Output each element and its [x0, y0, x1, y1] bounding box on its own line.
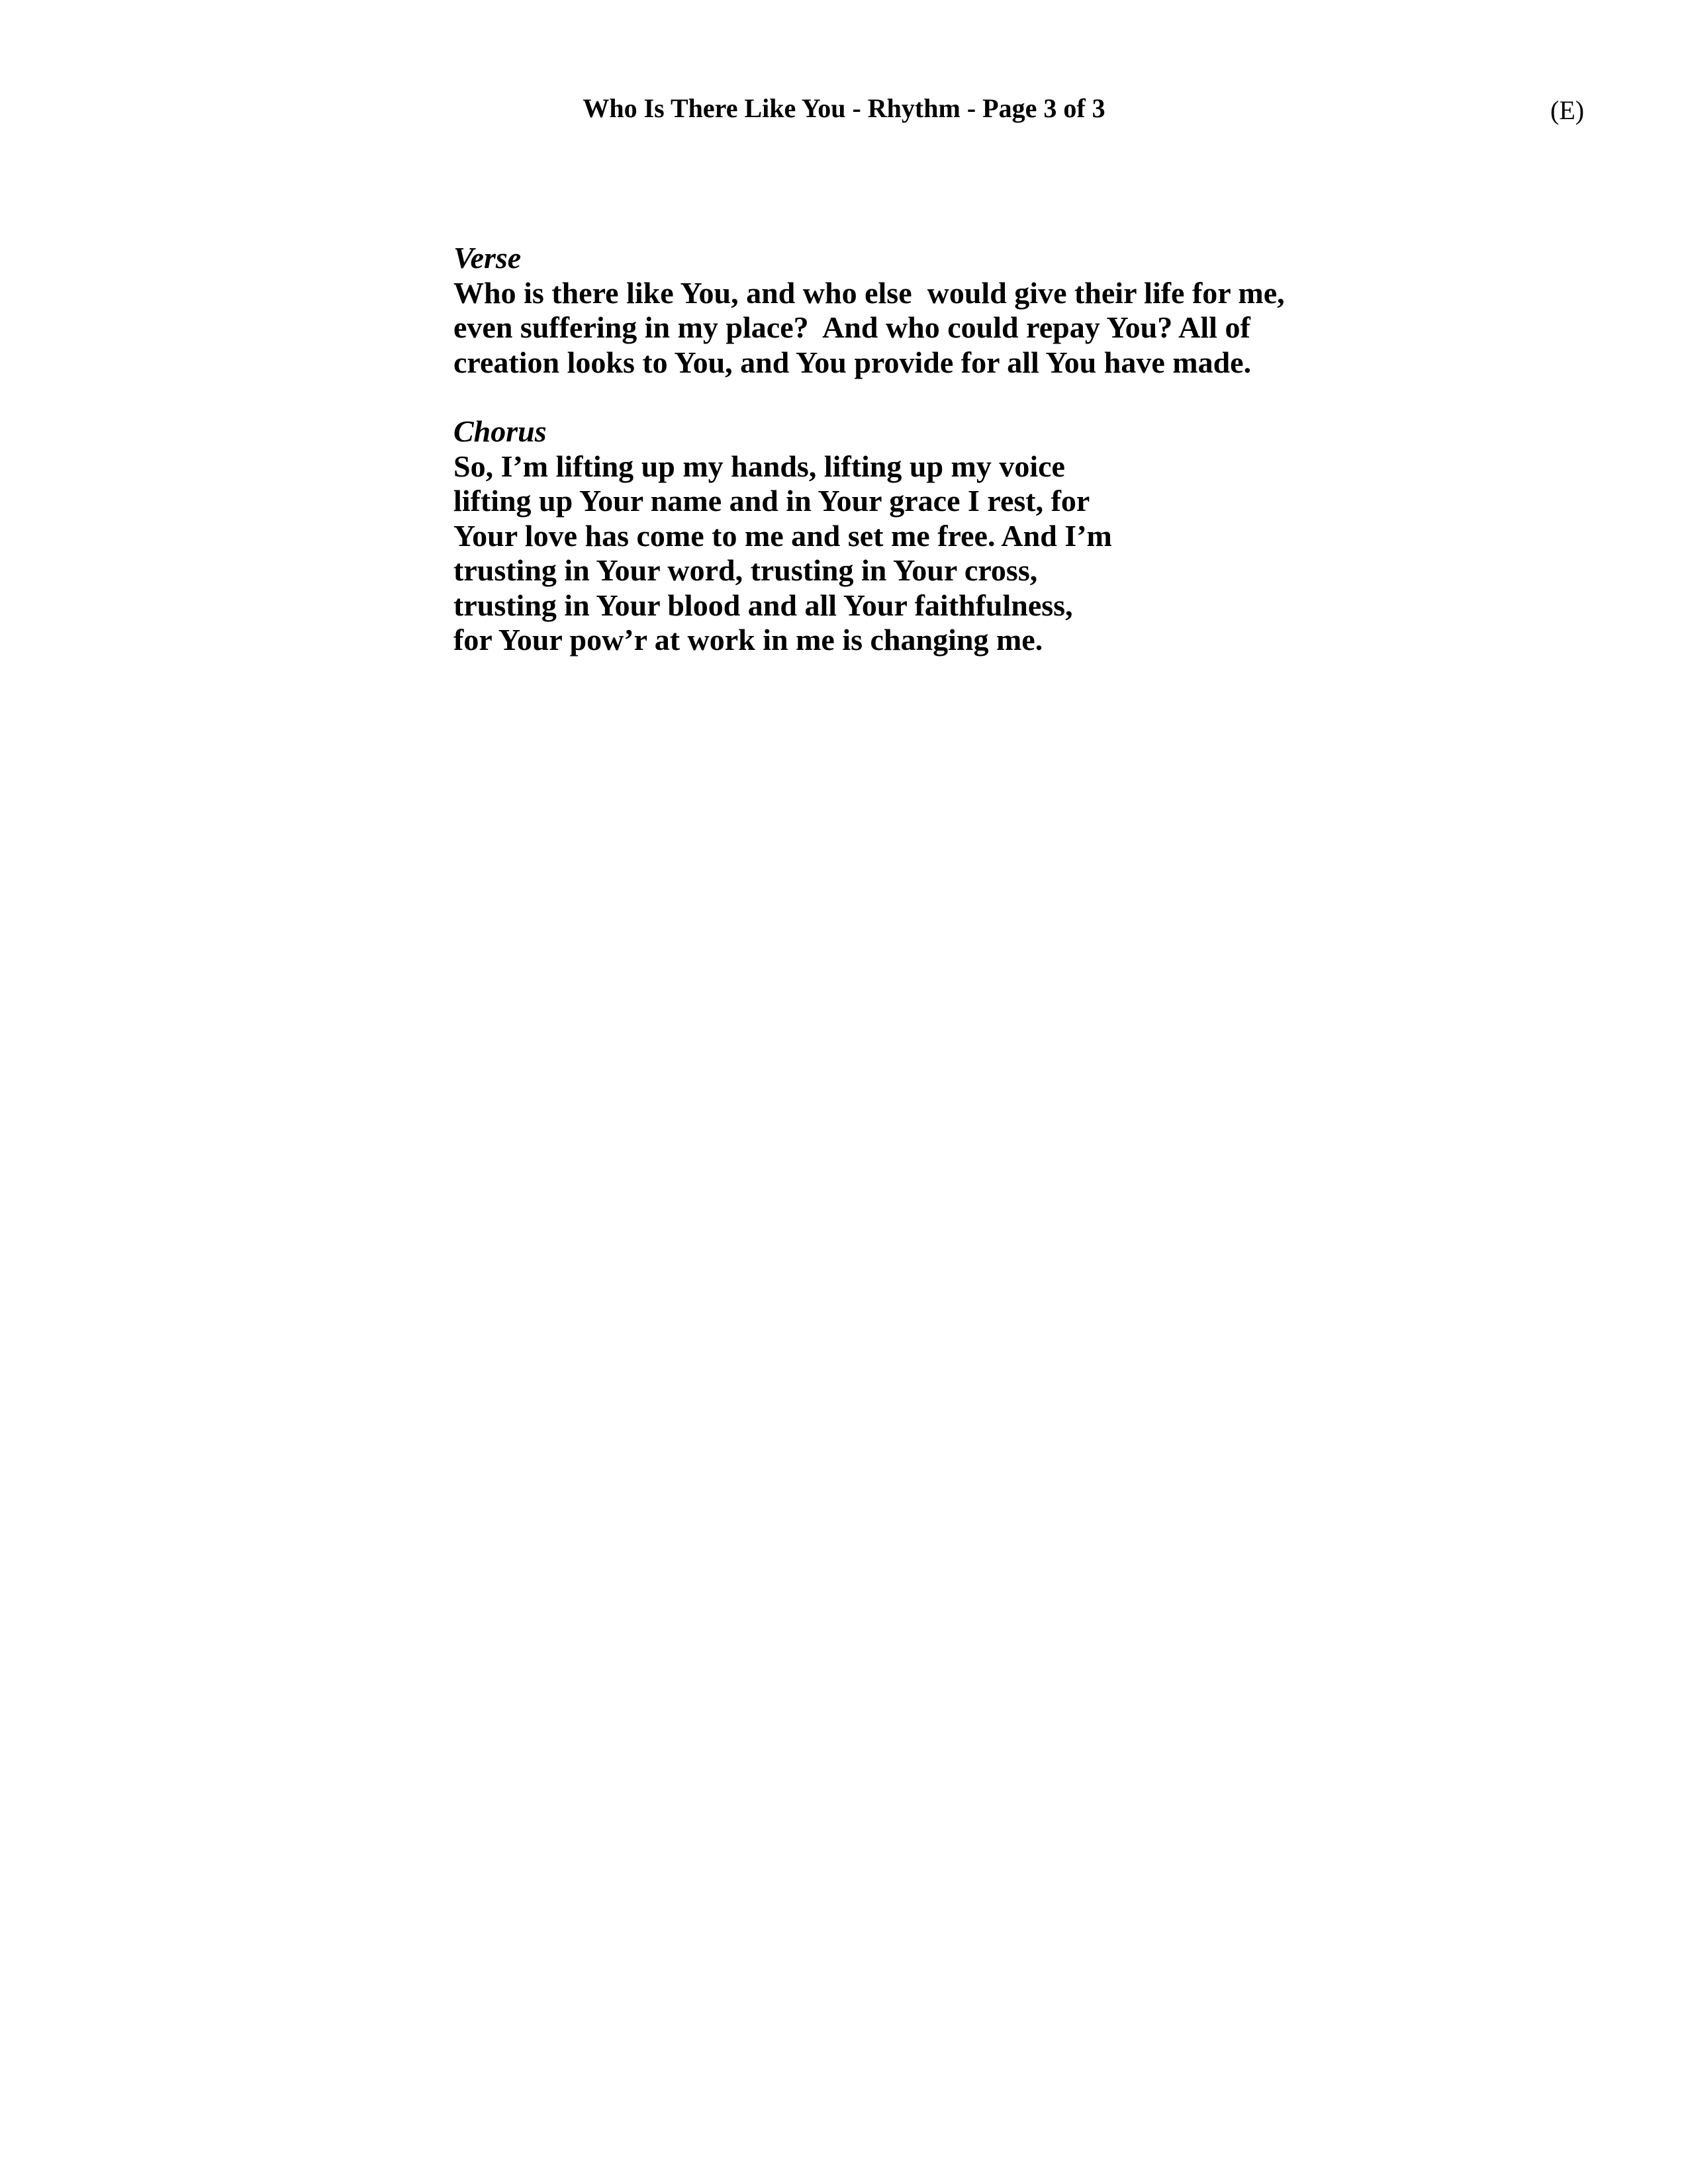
section-label-chorus: Chorus — [453, 414, 547, 448]
verse-section — [453, 241, 1380, 380]
lyric-line: even suffering in my place? And who could repay You? All of — [453, 310, 1250, 344]
section-label-verse: Verse — [453, 241, 522, 275]
lyric-line: Your love has come to me and set me free. And I’m — [453, 518, 1112, 553]
song-key-label: (E) — [1550, 95, 1585, 125]
lyric-line: Who is there like You, and who else would give their life for me, — [453, 275, 1285, 310]
lyric-line: for Your pow’r at work in me is changing me. — [453, 623, 1043, 657]
lyric-line: trusting in Your word, trusting in Your cross, — [453, 553, 1038, 587]
page-title: Who Is There Like You - Rhythm - Page 3 of 3 — [583, 93, 1105, 123]
lyric-line: trusting in Your blood and all Your faithfulness, — [453, 588, 1073, 622]
lyric-line: lifting up Your name and in Your grace I rest, for — [453, 484, 1090, 518]
lyrics-body — [453, 241, 1380, 692]
lyric-line: creation looks to You, and You provide for all You have made. — [453, 345, 1252, 379]
chorus-section — [453, 414, 1380, 658]
lyric-line: So, I’m lifting up my hands, lifting up my voice — [453, 449, 1065, 483]
